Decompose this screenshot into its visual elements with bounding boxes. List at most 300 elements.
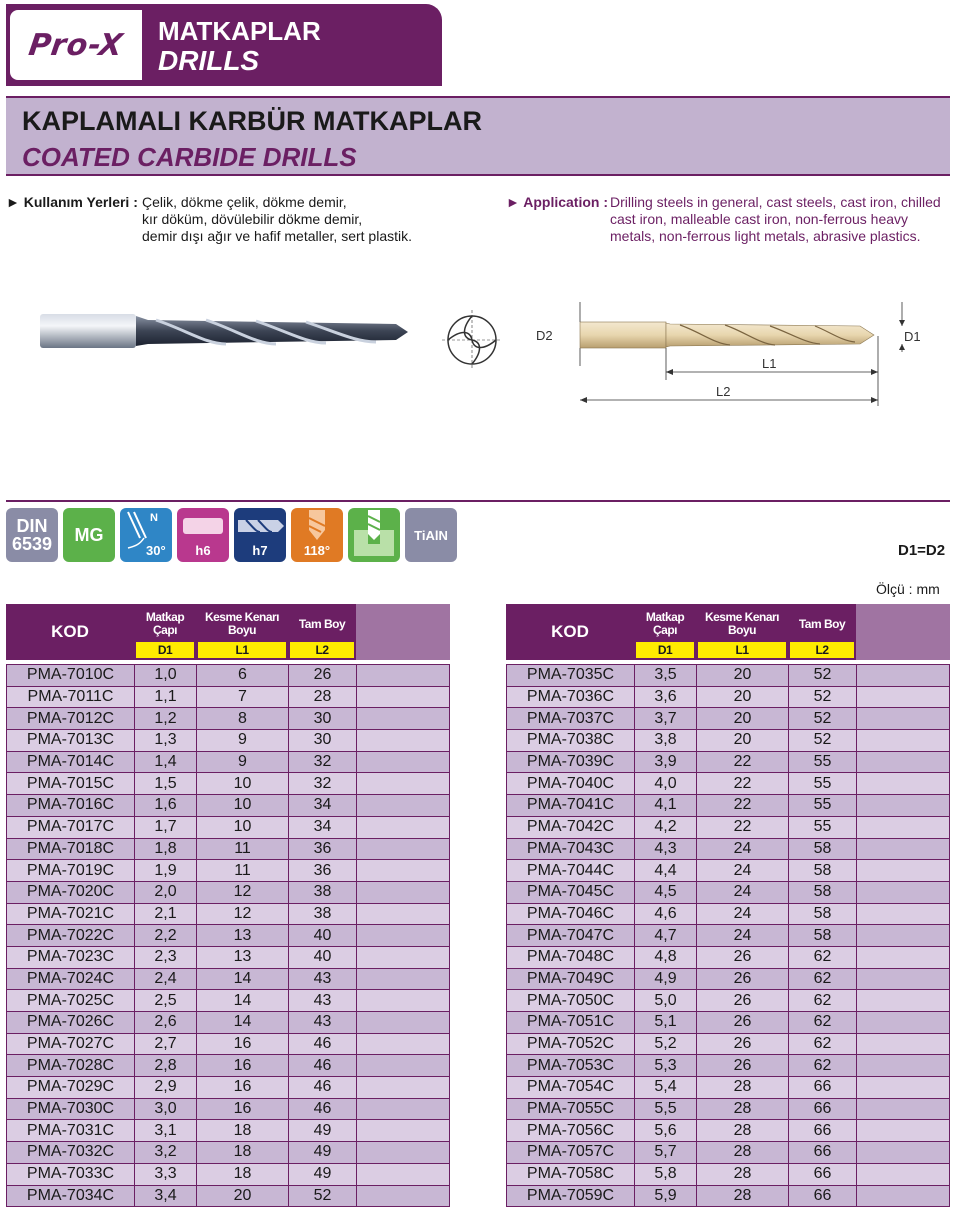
header-diameter-symbol: D1 xyxy=(636,642,694,658)
cell-total-length: 66 xyxy=(789,1142,857,1163)
cell-cutting-length: 26 xyxy=(697,1034,789,1055)
table-row xyxy=(507,730,949,752)
cell-total-length: 58 xyxy=(789,839,857,860)
table-row xyxy=(7,882,449,904)
cell-total-length: 62 xyxy=(789,990,857,1011)
cell-diameter: 1,7 xyxy=(135,817,197,838)
table-row xyxy=(7,947,449,969)
header-total-length xyxy=(788,604,856,660)
cell-cutting-length: 12 xyxy=(197,904,289,925)
cell-kod: PMA-7025C xyxy=(7,990,135,1011)
header-total-length-label: Tam Boy xyxy=(298,616,346,631)
shank-tolerance-label: h6 xyxy=(195,543,211,558)
cell-cutting-length: 18 xyxy=(197,1164,289,1185)
cell-kod: PMA-7014C xyxy=(7,752,135,773)
cell-diameter: 1,3 xyxy=(135,730,197,751)
cell-kod: PMA-7026C xyxy=(7,1012,135,1033)
cell-cutting-length: 8 xyxy=(197,708,289,729)
cell-spacer xyxy=(357,1012,449,1033)
table-row xyxy=(507,1120,949,1142)
cell-cutting-length: 16 xyxy=(197,1034,289,1055)
table-row xyxy=(7,687,449,709)
cell-total-length: 55 xyxy=(789,752,857,773)
coating-label: TiAlN xyxy=(414,527,448,543)
cell-total-length: 62 xyxy=(789,1012,857,1033)
cell-cutting-length: 6 xyxy=(197,665,289,686)
cell-spacer xyxy=(357,1120,449,1141)
cell-kod: PMA-7012C xyxy=(7,708,135,729)
cell-cutting-length: 22 xyxy=(697,795,789,816)
unit-note: Ölçü : mm xyxy=(876,581,940,597)
cell-total-length: 38 xyxy=(289,882,357,903)
drilling-application-icon xyxy=(348,508,400,562)
cell-diameter: 3,7 xyxy=(635,708,697,729)
cell-diameter: 2,5 xyxy=(135,990,197,1011)
cell-kod: PMA-7048C xyxy=(507,947,635,968)
header-cutting-length xyxy=(696,604,788,660)
cell-cutting-length: 20 xyxy=(697,665,789,686)
drill-photo xyxy=(36,300,416,360)
cell-diameter: 4,9 xyxy=(635,969,697,990)
table-row xyxy=(507,708,949,730)
cell-cutting-length: 10 xyxy=(197,795,289,816)
cell-cutting-length: 16 xyxy=(197,1077,289,1098)
cell-cutting-length: 13 xyxy=(197,947,289,968)
cell-spacer xyxy=(357,1055,449,1076)
header-cutting-length-label: Kesme Kenarı Boyu xyxy=(204,610,280,637)
table-row xyxy=(7,773,449,795)
cell-diameter: 4,7 xyxy=(635,925,697,946)
cell-total-length: 34 xyxy=(289,817,357,838)
cell-cutting-length: 28 xyxy=(697,1186,789,1207)
cell-cutting-length: 24 xyxy=(697,882,789,903)
cell-kod: PMA-7058C xyxy=(507,1164,635,1185)
cell-spacer xyxy=(857,1142,949,1163)
cell-diameter: 3,2 xyxy=(135,1142,197,1163)
cell-total-length: 43 xyxy=(289,1012,357,1033)
cell-kod: PMA-7057C xyxy=(507,1142,635,1163)
table-row xyxy=(7,1142,449,1164)
table-row xyxy=(7,708,449,730)
cell-cutting-length: 12 xyxy=(197,882,289,903)
application-en-label: ► Application : xyxy=(506,194,608,210)
cell-cutting-length: 10 xyxy=(197,817,289,838)
cell-diameter: 5,2 xyxy=(635,1034,697,1055)
cell-kod: PMA-7015C xyxy=(7,773,135,794)
cell-cutting-length: 20 xyxy=(697,687,789,708)
cell-spacer xyxy=(357,730,449,751)
table-row xyxy=(7,860,449,882)
table-row xyxy=(7,1099,449,1121)
cell-diameter: 4,1 xyxy=(635,795,697,816)
table-row xyxy=(7,925,449,947)
table-row xyxy=(507,1164,949,1186)
cell-cutting-length: 28 xyxy=(697,1142,789,1163)
cell-total-length: 43 xyxy=(289,969,357,990)
cell-kod: PMA-7042C xyxy=(507,817,635,838)
cell-diameter: 1,2 xyxy=(135,708,197,729)
diameter-tolerance-label: h7 xyxy=(252,543,268,558)
cell-spacer xyxy=(357,904,449,925)
cell-kod: PMA-7050C xyxy=(507,990,635,1011)
cell-diameter: 4,0 xyxy=(635,773,697,794)
cell-kod: PMA-7032C xyxy=(7,1142,135,1163)
cell-kod: PMA-7030C xyxy=(7,1099,135,1120)
cell-total-length: 62 xyxy=(789,1034,857,1055)
table-row xyxy=(507,925,949,947)
cell-diameter: 1,1 xyxy=(135,687,197,708)
cell-kod: PMA-7013C xyxy=(7,730,135,751)
cell-cutting-length: 13 xyxy=(197,925,289,946)
cell-total-length: 49 xyxy=(289,1142,357,1163)
grade-label: MG xyxy=(74,524,104,545)
cell-total-length: 66 xyxy=(789,1164,857,1185)
cell-total-length: 66 xyxy=(789,1077,857,1098)
table-row xyxy=(7,1012,449,1034)
table-row xyxy=(7,1077,449,1099)
cell-kod: PMA-7059C xyxy=(507,1186,635,1207)
cell-cutting-length: 20 xyxy=(697,708,789,729)
cell-spacer xyxy=(857,990,949,1011)
cell-kod: PMA-7045C xyxy=(507,882,635,903)
cell-spacer xyxy=(857,708,949,729)
table-body xyxy=(506,664,950,1207)
cell-diameter: 2,0 xyxy=(135,882,197,903)
cell-total-length: 66 xyxy=(789,1099,857,1120)
cell-kod: PMA-7017C xyxy=(7,817,135,838)
cell-total-length: 46 xyxy=(289,1099,357,1120)
cell-diameter: 3,0 xyxy=(135,1099,197,1120)
table-row xyxy=(7,730,449,752)
cell-cutting-length: 10 xyxy=(197,773,289,794)
cell-spacer xyxy=(857,665,949,686)
cell-cutting-length: 24 xyxy=(697,904,789,925)
cell-kod: PMA-7019C xyxy=(7,860,135,881)
cell-spacer xyxy=(357,1164,449,1185)
application-tr-label: ► Kullanım Yerleri : xyxy=(6,194,138,210)
cell-total-length: 58 xyxy=(789,860,857,881)
cell-spacer xyxy=(857,947,949,968)
cell-total-length: 36 xyxy=(289,839,357,860)
cell-diameter: 2,4 xyxy=(135,969,197,990)
cell-total-length: 30 xyxy=(289,730,357,751)
dim-l1: L1 xyxy=(762,356,777,371)
header-diameter-label: Matkap Çapı xyxy=(645,610,685,637)
cell-spacer xyxy=(857,839,949,860)
cell-spacer xyxy=(857,795,949,816)
table-row xyxy=(507,860,949,882)
coating-icon xyxy=(405,508,457,562)
table-row xyxy=(7,1164,449,1186)
cell-spacer xyxy=(357,708,449,729)
cell-kod: PMA-7011C xyxy=(7,687,135,708)
table-row xyxy=(507,665,949,687)
cell-cutting-length: 26 xyxy=(697,1055,789,1076)
cell-spacer xyxy=(357,1142,449,1163)
table-body xyxy=(6,664,450,1207)
cell-total-length: 66 xyxy=(789,1186,857,1207)
table-row xyxy=(7,1055,449,1077)
cell-total-length: 52 xyxy=(789,730,857,751)
cell-diameter: 3,6 xyxy=(635,687,697,708)
cell-kod: PMA-7024C xyxy=(7,969,135,990)
cell-spacer xyxy=(857,730,949,751)
cell-diameter: 4,6 xyxy=(635,904,697,925)
cell-total-length: 52 xyxy=(289,1186,357,1207)
cell-diameter: 2,9 xyxy=(135,1077,197,1098)
logo-text: Pro-X xyxy=(26,27,126,63)
cell-kod: PMA-7046C xyxy=(507,904,635,925)
cell-spacer xyxy=(357,1034,449,1055)
cell-cutting-length: 22 xyxy=(697,773,789,794)
shank-tolerance-icon xyxy=(177,508,229,562)
cell-diameter: 1,4 xyxy=(135,752,197,773)
cell-spacer xyxy=(357,947,449,968)
product-title-tr: KAPLAMALI KARBÜR MATKAPLAR xyxy=(22,106,482,136)
cell-spacer xyxy=(357,882,449,903)
cell-kod: PMA-7040C xyxy=(507,773,635,794)
header-total-length xyxy=(288,604,356,660)
cell-spacer xyxy=(857,687,949,708)
cell-total-length: 55 xyxy=(789,817,857,838)
category-title xyxy=(158,16,321,76)
carbide-grade-icon xyxy=(63,508,115,562)
cell-diameter: 1,6 xyxy=(135,795,197,816)
cell-cutting-length: 7 xyxy=(197,687,289,708)
cell-total-length: 58 xyxy=(789,925,857,946)
cell-cutting-length: 9 xyxy=(197,752,289,773)
cell-cutting-length: 26 xyxy=(697,1012,789,1033)
cell-spacer xyxy=(857,969,949,990)
table-row xyxy=(507,947,949,969)
cell-spacer xyxy=(857,925,949,946)
cell-total-length: 36 xyxy=(289,860,357,881)
header-diameter xyxy=(634,604,696,660)
cell-cutting-length: 14 xyxy=(197,990,289,1011)
cell-cutting-length: 28 xyxy=(697,1077,789,1098)
table-row xyxy=(507,839,949,861)
cell-kod: PMA-7039C xyxy=(507,752,635,773)
cell-spacer xyxy=(857,904,949,925)
din-number: 6539 xyxy=(11,534,53,554)
cell-cutting-length: 24 xyxy=(697,860,789,881)
cell-kod: PMA-7043C xyxy=(507,839,635,860)
header-diameter-label: Matkap Çapı xyxy=(145,610,185,637)
cell-total-length: 46 xyxy=(289,1077,357,1098)
cell-total-length: 52 xyxy=(789,708,857,729)
cell-spacer xyxy=(857,1120,949,1141)
helix-angle-icon xyxy=(120,508,172,562)
cell-kod: PMA-7054C xyxy=(507,1077,635,1098)
cell-diameter: 3,4 xyxy=(135,1186,197,1207)
cell-total-length: 62 xyxy=(789,1055,857,1076)
cell-total-length: 46 xyxy=(289,1034,357,1055)
table-header xyxy=(506,604,950,660)
cell-total-length: 26 xyxy=(289,665,357,686)
header-cutting-length-symbol: L1 xyxy=(698,642,786,658)
dim-d1: D1 xyxy=(904,329,921,344)
cell-kod: PMA-7031C xyxy=(7,1120,135,1141)
cell-diameter: 2,1 xyxy=(135,904,197,925)
table-row xyxy=(507,795,949,817)
table-row xyxy=(507,1077,949,1099)
cell-spacer xyxy=(857,882,949,903)
cell-cutting-length: 11 xyxy=(197,839,289,860)
cell-cutting-length: 18 xyxy=(197,1142,289,1163)
table-row xyxy=(507,990,949,1012)
cell-spacer xyxy=(857,1034,949,1055)
cell-kod: PMA-7018C xyxy=(7,839,135,860)
cell-diameter: 5,1 xyxy=(635,1012,697,1033)
cross-section-icon xyxy=(440,308,504,372)
cell-kod: PMA-7055C xyxy=(507,1099,635,1120)
cell-diameter: 4,5 xyxy=(635,882,697,903)
cell-spacer xyxy=(857,817,949,838)
cell-cutting-length: 24 xyxy=(697,925,789,946)
cell-cutting-length: 28 xyxy=(697,1099,789,1120)
table-row xyxy=(507,1034,949,1056)
cell-kod: PMA-7038C xyxy=(507,730,635,751)
cell-cutting-length: 9 xyxy=(197,730,289,751)
cell-diameter: 5,3 xyxy=(635,1055,697,1076)
cell-diameter: 2,7 xyxy=(135,1034,197,1055)
table-row xyxy=(507,1142,949,1164)
brand-header xyxy=(6,4,442,86)
spec-icon-row xyxy=(6,508,457,562)
spec-table-left xyxy=(6,604,450,1207)
cell-spacer xyxy=(357,839,449,860)
cell-diameter: 4,4 xyxy=(635,860,697,881)
table-row xyxy=(7,752,449,774)
cell-kod: PMA-7034C xyxy=(7,1186,135,1207)
diameter-tolerance-icon xyxy=(234,508,286,562)
cell-spacer xyxy=(357,752,449,773)
cell-diameter: 3,9 xyxy=(635,752,697,773)
table-row xyxy=(7,969,449,991)
cell-spacer xyxy=(357,795,449,816)
cell-diameter: 3,5 xyxy=(635,665,697,686)
cell-total-length: 28 xyxy=(289,687,357,708)
cell-total-length: 62 xyxy=(789,969,857,990)
table-row xyxy=(507,1099,949,1121)
cell-spacer xyxy=(857,1099,949,1120)
cell-spacer xyxy=(857,1164,949,1185)
cell-diameter: 2,3 xyxy=(135,947,197,968)
cell-kod: PMA-7037C xyxy=(507,708,635,729)
table-row xyxy=(507,1055,949,1077)
cell-cutting-length: 26 xyxy=(697,947,789,968)
diameter-equality-note: D1=D2 xyxy=(898,542,946,559)
cell-spacer xyxy=(857,1055,949,1076)
header-cutting-length-symbol: L1 xyxy=(198,642,286,658)
table-header xyxy=(6,604,450,660)
cell-cutting-length: 16 xyxy=(197,1055,289,1076)
product-title-en: COATED CARBIDE DRILLS xyxy=(22,142,357,172)
cell-cutting-length: 28 xyxy=(697,1120,789,1141)
cell-diameter: 5,9 xyxy=(635,1186,697,1207)
cell-total-length: 32 xyxy=(289,752,357,773)
table-row xyxy=(7,1186,449,1208)
cell-kod: PMA-7036C xyxy=(507,687,635,708)
cell-kod: PMA-7023C xyxy=(7,947,135,968)
table-row xyxy=(507,773,949,795)
cell-total-length: 62 xyxy=(789,947,857,968)
cell-total-length: 55 xyxy=(789,795,857,816)
cell-diameter: 2,2 xyxy=(135,925,197,946)
header-total-length-symbol: L2 xyxy=(290,642,354,658)
cell-diameter: 3,3 xyxy=(135,1164,197,1185)
cell-diameter: 4,8 xyxy=(635,947,697,968)
cell-total-length: 46 xyxy=(289,1055,357,1076)
cell-kod: PMA-7044C xyxy=(507,860,635,881)
cell-total-length: 40 xyxy=(289,925,357,946)
application-en-text: Drilling steels in general, cast steels, cast iron, chilled cast iron, malleable cast iron, non-ferrous heavy metals, non-ferrous light metals, abrasive plastics. xyxy=(610,194,941,244)
cell-diameter: 1,0 xyxy=(135,665,197,686)
cell-spacer xyxy=(357,925,449,946)
cell-spacer xyxy=(357,773,449,794)
cell-diameter: 5,8 xyxy=(635,1164,697,1185)
cell-diameter: 3,8 xyxy=(635,730,697,751)
cell-diameter: 1,9 xyxy=(135,860,197,881)
application-tr-text: Çelik, dökme çelik, dökme demir, kır döküm, dövülebilir dökme demir, demir dışı ağır ve hafif metaller, sert plastik. xyxy=(142,194,412,244)
cell-diameter: 5,5 xyxy=(635,1099,697,1120)
cell-total-length: 49 xyxy=(289,1164,357,1185)
logo xyxy=(10,10,142,80)
cell-spacer xyxy=(357,969,449,990)
table-row xyxy=(507,752,949,774)
cell-cutting-length: 22 xyxy=(697,817,789,838)
cell-kod: PMA-7033C xyxy=(7,1164,135,1185)
cell-spacer xyxy=(357,1077,449,1098)
cell-cutting-length: 11 xyxy=(197,860,289,881)
point-angle-icon xyxy=(291,508,343,562)
cell-spacer xyxy=(357,817,449,838)
table-row xyxy=(7,904,449,926)
cell-kod: PMA-7022C xyxy=(7,925,135,946)
cell-kod: PMA-7056C xyxy=(507,1120,635,1141)
cell-kod: PMA-7020C xyxy=(7,882,135,903)
cell-diameter: 5,6 xyxy=(635,1120,697,1141)
cell-total-length: 38 xyxy=(289,904,357,925)
table-row xyxy=(507,687,949,709)
cell-spacer xyxy=(357,687,449,708)
cell-cutting-length: 16 xyxy=(197,1099,289,1120)
cell-cutting-length: 20 xyxy=(197,1186,289,1207)
cell-total-length: 34 xyxy=(289,795,357,816)
cell-kod: PMA-7052C xyxy=(507,1034,635,1055)
cell-diameter: 2,6 xyxy=(135,1012,197,1033)
cell-cutting-length: 26 xyxy=(697,990,789,1011)
cell-spacer xyxy=(357,860,449,881)
cell-diameter: 1,8 xyxy=(135,839,197,860)
cell-spacer xyxy=(357,1186,449,1207)
divider xyxy=(6,500,950,502)
cell-diameter: 1,5 xyxy=(135,773,197,794)
cell-cutting-length: 14 xyxy=(197,1012,289,1033)
cell-kod: PMA-7029C xyxy=(7,1077,135,1098)
header-kod: KOD xyxy=(51,622,89,641)
cell-spacer xyxy=(357,1099,449,1120)
category-title-tr: MATKAPLAR xyxy=(158,16,321,46)
cell-spacer xyxy=(857,1012,949,1033)
cell-spacer xyxy=(357,990,449,1011)
table-row xyxy=(7,839,449,861)
cell-total-length: 40 xyxy=(289,947,357,968)
cell-kod: PMA-7051C xyxy=(507,1012,635,1033)
cell-total-length: 30 xyxy=(289,708,357,729)
table-row xyxy=(507,817,949,839)
cell-kod: PMA-7016C xyxy=(7,795,135,816)
